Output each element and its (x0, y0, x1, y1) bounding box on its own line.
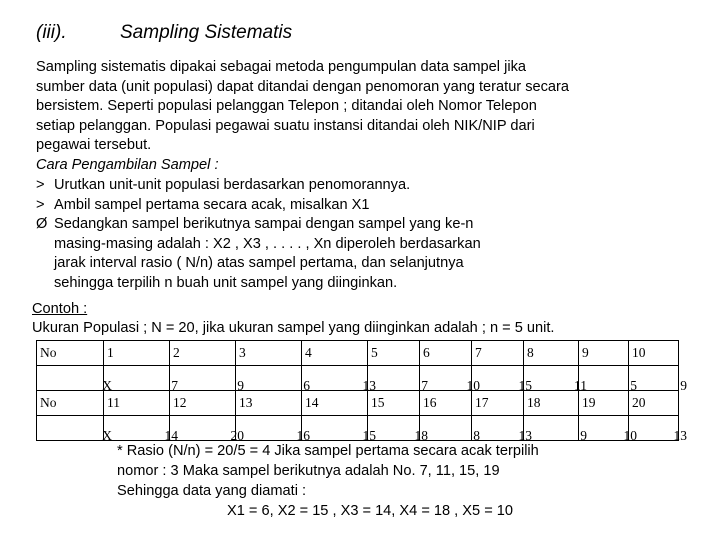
example-block (32, 300, 554, 338)
no-value: 13 (239, 395, 253, 410)
table-cell (579, 366, 637, 393)
table-cell (236, 366, 310, 393)
no-value: 9 (582, 345, 589, 360)
no-value: 15 (371, 395, 385, 410)
x-value: 7 (171, 378, 178, 393)
table-cell (368, 341, 420, 366)
no-value: 1 (107, 345, 114, 360)
sample-table (36, 340, 687, 443)
x-value: 14 (164, 428, 178, 443)
no-value: 2 (173, 345, 180, 360)
table-cell (629, 366, 687, 393)
step-continuation: masing-masing adalah : X2 , X3 , . . . . , Xn diperoleh berdasarkan (54, 235, 481, 252)
no-value: 17 (475, 395, 489, 410)
table-cell (170, 366, 244, 393)
x-value: 16 (296, 428, 310, 443)
table-cell (302, 341, 368, 366)
section-number: (iii). (36, 22, 67, 43)
no-value: No (40, 395, 57, 410)
example-text: Ukuran Populasi ; N = 20, jika ukuran sampel yang diinginkan adalah ; n = 5 unit. (32, 320, 555, 336)
x-value: 13 (518, 428, 532, 443)
table-cell (37, 391, 104, 416)
step-item (36, 176, 481, 196)
note-line: X1 = 6, X2 = 15 , X3 = 14, X4 = 18 , X5 = 10 (227, 503, 514, 519)
arrow-bullet-icon: Ø (36, 216, 48, 232)
table-cell (104, 366, 178, 393)
table-cell (472, 416, 532, 443)
table-cell (37, 341, 104, 366)
table-cell (472, 341, 524, 366)
no-value: 20 (632, 395, 646, 410)
no-value: 10 (632, 345, 646, 360)
table-cell (420, 391, 472, 416)
table-cell (37, 416, 112, 443)
no-value: 6 (423, 345, 430, 360)
table-cell (579, 391, 629, 416)
x-value: 6 (303, 378, 310, 393)
paragraph-line: pegawai tersebut. (36, 137, 152, 153)
x-value: 9 (680, 378, 687, 393)
table-row (37, 391, 679, 416)
x-value: X (102, 378, 112, 393)
no-value: 18 (527, 395, 541, 410)
x-value: 10 (623, 428, 637, 443)
x-value: 9 (237, 378, 244, 393)
step-item (36, 215, 481, 235)
intro-paragraph (36, 58, 666, 175)
no-value: 7 (475, 345, 482, 360)
no-value: 5 (371, 345, 378, 360)
table-cell (236, 341, 302, 366)
no-value: 4 (305, 345, 312, 360)
table-cell (170, 341, 236, 366)
paragraph-line: setiap pelanggan. Populasi pegawai suatu instansi ditandai oleh NIK/NIP dari (36, 117, 535, 134)
table-cell (104, 341, 170, 366)
table-cell (524, 341, 579, 366)
step-text: Sedangkan sampel berikutnya sampai dengan sampel yang ke-n (54, 216, 474, 232)
table-cell (170, 391, 236, 416)
x-value: 10 (466, 378, 480, 393)
table-cell (302, 391, 368, 416)
step-continuation: sehingga terpilih n buah unit sampel yang diinginkan. (54, 274, 398, 291)
x-value: 9 (580, 428, 587, 443)
note-line: * Rasio (N/n) = 20/5 = 4 Jika sampel pertama secara acak terpilih (117, 443, 539, 459)
table-cell (629, 391, 679, 416)
no-value: 12 (173, 395, 187, 410)
table-cell (579, 341, 629, 366)
table-cell (368, 391, 420, 416)
x-value: 11 (574, 378, 587, 393)
no-value: 3 (239, 345, 246, 360)
x-value: 7 (421, 378, 428, 393)
no-value: 11 (107, 395, 120, 410)
no-value: 8 (527, 345, 534, 360)
paragraph-line: Sampling sistematis dipakai sebagai metoda pengumpulan data sampel jika (36, 59, 526, 75)
table-row (37, 341, 679, 366)
no-value: 19 (582, 395, 596, 410)
table-cell (524, 391, 579, 416)
no-value: No (40, 345, 57, 360)
step-text: Ambil sampel pertama secara acak, misalkan X1 (54, 196, 370, 213)
bullet-icon: > (36, 196, 45, 213)
note-line: nomor : 3 Maka sampel berikutnya adalah No. 7, 11, 15, 19 (117, 463, 500, 479)
table-cell (472, 391, 524, 416)
table-cell (420, 366, 480, 393)
x-value: 5 (630, 378, 637, 393)
bullet-icon: > (36, 177, 45, 193)
table-row (37, 366, 679, 391)
paragraph-line: sumber data (unit populasi) dapat ditandai dengan penomoran yang teratur secara (36, 78, 570, 95)
table-cell (629, 341, 679, 366)
step-item (36, 196, 481, 216)
step-text: Urutkan unit-unit populasi berdasarkan penomorannya. (54, 177, 411, 193)
paragraph-line: bersistem. Seperti populasi pelanggan Telepon ; ditandai oleh Nomor Telepon (36, 98, 537, 114)
x-value: 20 (230, 428, 244, 443)
note-line: Sehingga data yang diamati : (117, 483, 307, 499)
steps-list (36, 176, 481, 293)
no-value: 16 (423, 395, 437, 410)
result-note (117, 441, 539, 521)
table-cell (37, 366, 112, 393)
x-value: 8 (473, 428, 480, 443)
step-continuation: jarak interval rasio ( N/n) atas sampel pertama, dan selanjutnya (54, 255, 464, 271)
no-value: 14 (305, 395, 319, 410)
x-value: 13 (362, 378, 376, 393)
table-cell (420, 341, 472, 366)
example-label: Contoh : (32, 301, 88, 317)
table-cell (104, 391, 170, 416)
table-cell (579, 416, 637, 443)
table-cell (302, 366, 376, 393)
table-row (37, 416, 679, 441)
table-cell (236, 391, 302, 416)
x-value: 18 (414, 428, 428, 443)
x-value: 15 (518, 378, 532, 393)
x-value: X (102, 428, 112, 443)
section-title: Sampling Sistematis (120, 22, 293, 43)
method-title: Cara Pengambilan Sampel : (36, 156, 219, 173)
table-cell (104, 416, 178, 443)
x-value: 15 (362, 428, 376, 443)
x-value: 13 (673, 428, 687, 443)
